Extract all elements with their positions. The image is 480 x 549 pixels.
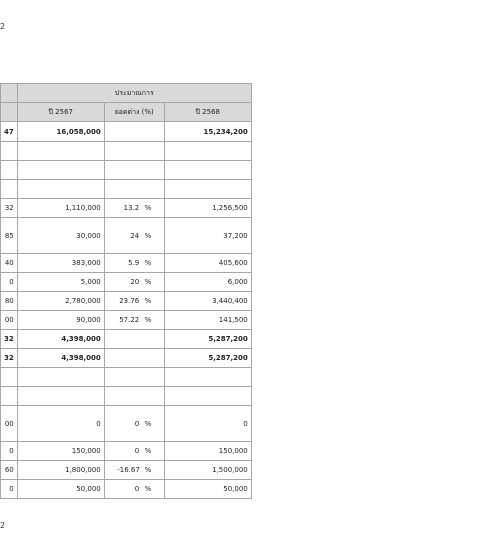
cell-year-2567: 90,000 [17,311,104,330]
cell-diff-percent [104,480,164,499]
table-row [1,180,252,199]
cell-diff-percent [104,311,164,330]
cell-previous-year: 32 [1,349,18,368]
cell-year-2568 [164,180,251,199]
diff-unit: % [144,447,152,455]
diff-unit: % [144,278,152,286]
diff-unit: % [144,259,152,267]
diff-unit: % [144,204,152,212]
table-row [1,480,252,499]
cell-year-2567: 5,000 [17,273,104,292]
group-header-estimate: ประมาณการ [17,84,251,103]
cell-previous-year [1,180,18,199]
cell-year-2568: 405,600 [164,254,251,273]
cell-year-2567: 383,000 [17,254,104,273]
table-row [1,142,252,161]
cell-previous-year [1,161,18,180]
cell-previous-year: 00 [1,406,18,442]
diff-value: 57.22 [119,316,140,324]
cell-previous-year: 85 [1,218,18,254]
cell-year-2567: 4,398,000 [17,330,104,349]
cell-year-2568: 37,200 [164,218,251,254]
cell-year-2567: 16,058,000 [17,122,104,142]
cell-diff-percent [104,142,164,161]
cell-previous-year [1,142,18,161]
cell-diff-percent [104,254,164,273]
cell-previous-year: 00 [1,311,18,330]
table-row [1,330,252,349]
cell-year-2568: 50,000 [164,480,251,499]
diff-unit: % [144,419,152,428]
diff-value: 20 [130,278,140,286]
cell-previous-year: 0 [1,273,18,292]
cell-year-2567 [17,180,104,199]
diff-unit: % [144,316,152,324]
cell-diff-percent [104,199,164,218]
diff-value: -16.67 [117,466,140,474]
table-row [1,254,252,273]
page-number-top: 2 [0,22,6,31]
cell-year-2568: 1,256,500 [164,199,251,218]
diff-value: 0 [134,419,140,428]
budget-table [0,83,252,499]
cell-diff-percent [104,292,164,311]
cell-previous-year: 47 [1,122,18,142]
cell-year-2567: 1,110,000 [17,199,104,218]
table-row [1,273,252,292]
diff-value: 13.2 [123,204,140,212]
cell-year-2568: 1,500,000 [164,461,251,480]
diff-unit: % [144,231,152,240]
cell-diff-percent [104,442,164,461]
cell-diff-percent [104,349,164,368]
table-row [1,122,252,142]
cell-previous-year: 40 [1,254,18,273]
table-row [1,349,252,368]
cell-diff-percent [104,161,164,180]
cell-diff-percent [104,368,164,387]
cell-diff-percent [104,387,164,406]
cell-year-2567: 0 [17,406,104,442]
cell-year-2568 [164,368,251,387]
cell-previous-year [1,368,18,387]
cell-previous-year: 80 [1,292,18,311]
cell-year-2568: 6,000 [164,273,251,292]
cell-year-2568 [164,387,251,406]
diff-value: 0 [134,485,140,493]
cell-diff-percent [104,218,164,254]
cell-previous-year: 60 [1,461,18,480]
diff-value: 24 [130,231,140,240]
cell-year-2568: 150,000 [164,442,251,461]
table-row [1,387,252,406]
cell-year-2568 [164,142,251,161]
cell-previous-year [1,387,18,406]
cell-diff-percent [104,330,164,349]
cell-year-2568: 3,440,400 [164,292,251,311]
cell-previous-year: 32 [1,330,18,349]
header-diff-percent: ยอดต่าง (%) [104,103,164,122]
cell-year-2568: 0 [164,406,251,442]
table-row [1,199,252,218]
diff-value: 5.9 [128,259,140,267]
cell-year-2567 [17,161,104,180]
cell-year-2567: 30,000 [17,218,104,254]
cell-year-2567: 4,398,000 [17,349,104,368]
table-row [1,406,252,442]
header-cell-prev-sub [1,103,18,122]
cell-diff-percent [104,180,164,199]
header-cell-prev [1,84,18,103]
diff-unit: % [144,466,152,474]
cell-year-2567: 150,000 [17,442,104,461]
table-row [1,442,252,461]
cell-year-2568: 141,500 [164,311,251,330]
table-row [1,461,252,480]
table-row [1,218,252,254]
table-row [1,161,252,180]
cell-year-2568: 5,287,200 [164,330,251,349]
cell-previous-year: 32 [1,199,18,218]
cell-year-2568: 15,234,200 [164,122,251,142]
table-row [1,311,252,330]
cell-diff-percent [104,461,164,480]
cell-diff-percent [104,122,164,142]
cell-year-2567 [17,387,104,406]
cell-diff-percent [104,273,164,292]
diff-unit: % [144,297,152,305]
cell-year-2567 [17,368,104,387]
diff-value: 23.76 [119,297,140,305]
cell-year-2568: 5,287,200 [164,349,251,368]
page-number-bottom: 2 [0,521,6,530]
header-year-2568: ปี 2568 [164,103,251,122]
diff-unit: % [144,485,152,493]
table-row [1,292,252,311]
cell-previous-year: 0 [1,480,18,499]
cell-year-2567 [17,142,104,161]
cell-year-2567: 50,000 [17,480,104,499]
cell-previous-year: 0 [1,442,18,461]
header-year-2567: ปี 2567 [17,103,104,122]
diff-value: 0 [134,447,140,455]
cell-diff-percent [104,406,164,442]
cell-year-2568 [164,161,251,180]
cell-year-2567: 2,780,000 [17,292,104,311]
table-row [1,368,252,387]
cell-year-2567: 1,800,000 [17,461,104,480]
